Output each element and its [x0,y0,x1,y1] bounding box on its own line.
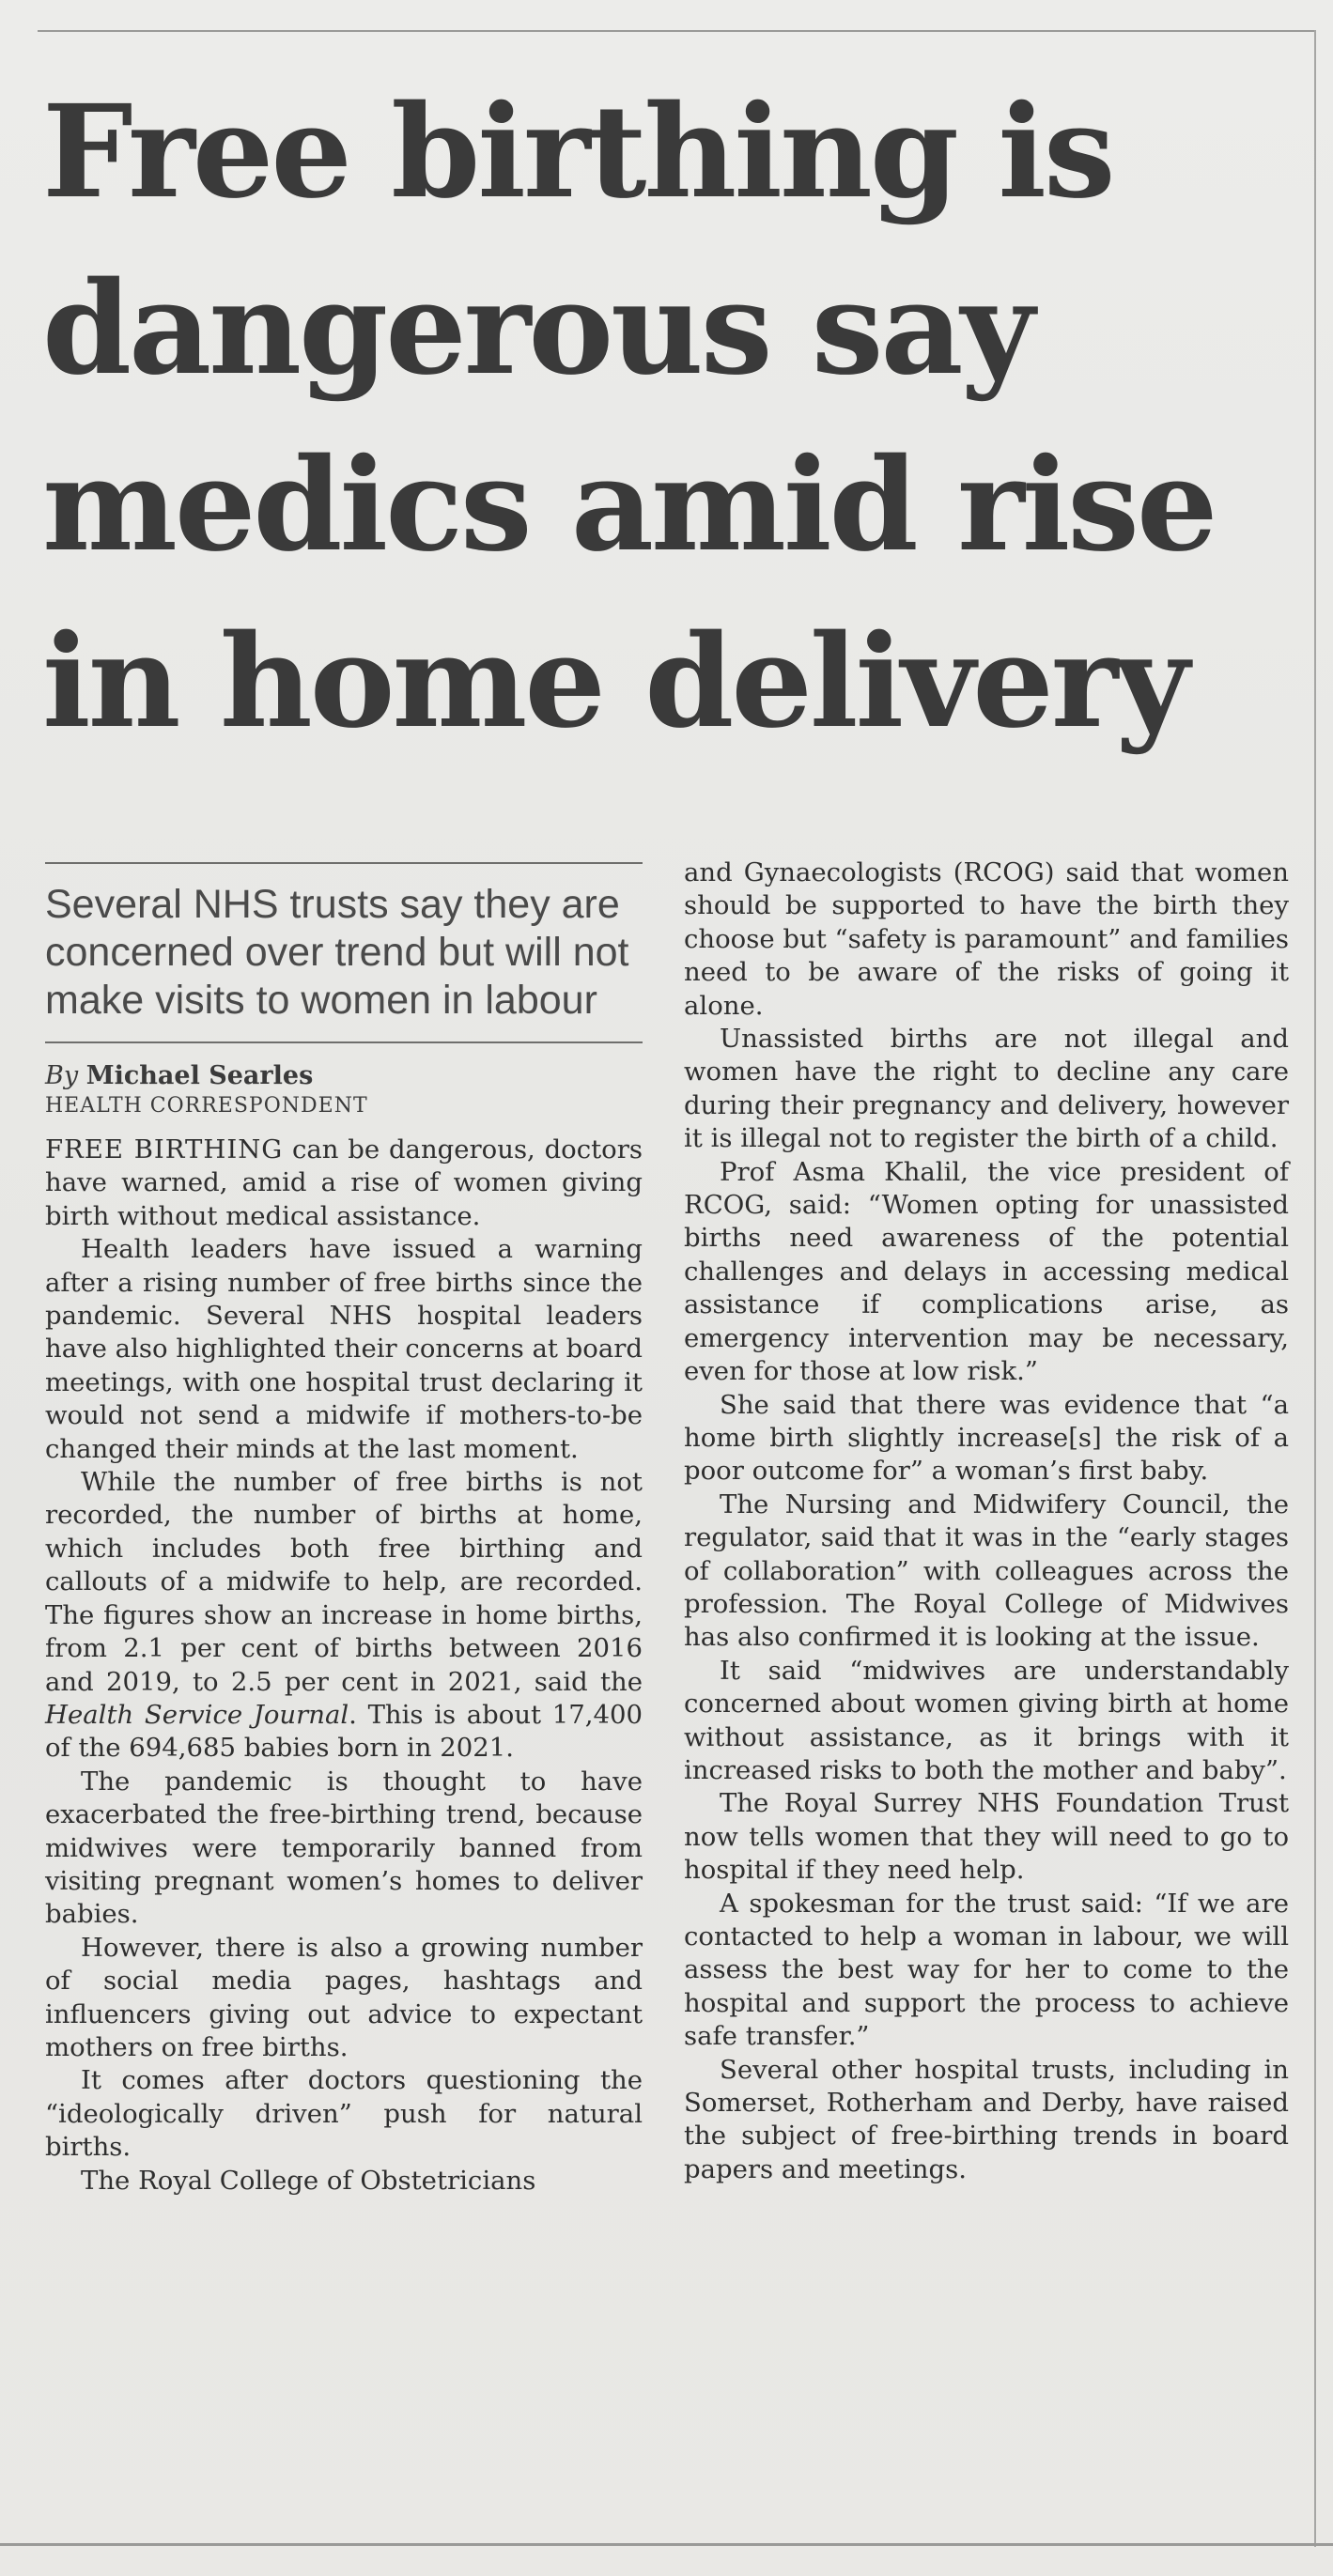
paragraph-text: . This is about 17,400 of the 694,685 babies born in 2021. [45,1699,643,1764]
top-border-rule [38,30,1316,32]
paragraph: It comes after doctors questioning the “ideologically driven” push for natural births. [45,2065,643,2163]
paragraph: However, there is also a growing number of social media pages, hashtags and influencers giving out advice to expectant mothers on free births. [45,1932,643,2062]
right-column [684,856,1289,2186]
byline-by: By [45,1061,79,1090]
source-name: Health Service Journal [45,1699,349,1730]
right-border-rule [1314,30,1316,2547]
paragraph: Unassisted births are not illegal and women have the right to decline any care during their pregnancy and delivery, however it is illegal not to register the birth of a child. [684,1024,1289,1154]
paragraph: The pandemic is thought to have exacerbated the free-birthing trend, because midwives were temporarily banned from visiting pregnant women’s homes to deliver babies. [45,1766,643,1930]
paragraph-text: While the number of free births is not recorded, the number of births at home, which includes both free birthing and callouts of a midwife to help, are recorded. The figures show an increase in home births, from 2.1 per cent of births between 2016 and 2019, to 2.5 per cent in 2021, said the [45,1467,643,1697]
paragraph-text: can be dangerous, doctors have warned, amid a rise of women giving birth without medical assistance. [45,1134,643,1231]
paragraph [45,1134,643,1233]
byline-role: HEALTH CORRESPONDENT [45,1094,368,1118]
paragraph [45,1466,643,1766]
paragraph: The Royal College of Obstetricians [81,2165,536,2196]
paragraph: Health leaders have issued a warning after a rising number of free births since the pandemic. Several NHS hospital leaders have also highlighted their concerns at board meetings, with one hospital trust declaring it would not send a midwife if mothers-to-be changed their minds at the last moment. [45,1234,643,1464]
byline [45,1060,643,1092]
paragraph: The Nursing and Midwifery Council, the regulator, said that it was in the “early stages of collaboration” with colleagues across the profession. The Royal College of Midwives has also confirmed it is looking at the issue. [684,1489,1289,1653]
paragraph: and Gynaecologists (RCOG) said that women should be supported to have the birth they choose but “safety is paramount” and families need to be aware of the risks of going it alone. [684,857,1289,1021]
paragraph: Prof Asma Khalil, the vice president of RCOG, said: “Women opting for unassisted births need awareness of the potential challenges and delays in accessing medical assistance if complications arise, as emergency intervention may be necessary, even for those at low risk.” [684,1156,1289,1387]
paragraph: She said that there was evidence that “a home birth slightly increase[s] the risk of a poor outcome for” a woman’s first baby. [684,1389,1289,1487]
paragraph: The Royal Surrey NHS Foundation Trust now tells women that they will need to go to hospital if they need help. [684,1788,1289,1886]
paragraph: Several other hospital trusts, including in Somerset, Rotherham and Derby, have raised the subject of free-birthing trends in board papers and meetings. [684,2054,1289,2184]
standfirst: Several NHS trusts say they are concerned over trend but will not make visits to women in labour [45,882,629,1023]
standfirst-bottom-rule [45,1041,643,1043]
paragraph: It said “midwives are understandably concerned about women giving birth at home without assistance, as it brings with it increased risks to both the mother and baby”. [684,1655,1289,1785]
headline: Free birthing is dangerous say medics amid rise in home delivery [42,77,1216,757]
right-body-text [684,856,1289,2186]
left-column [45,862,643,2198]
bottom-border-rule [0,2543,1333,2546]
paragraph: A spokesman for the trust said: “If we are contacted to help a woman in labour, we will assess the best way for her to come to the hospital and support the process to achieve safe transfer.” [684,1888,1289,2052]
standfirst-top-rule [45,862,643,864]
lead-caps: FREE BIRTHING [45,1134,284,1165]
left-body-text [45,1134,643,2198]
byline-author: Michael Searles [85,1061,314,1090]
